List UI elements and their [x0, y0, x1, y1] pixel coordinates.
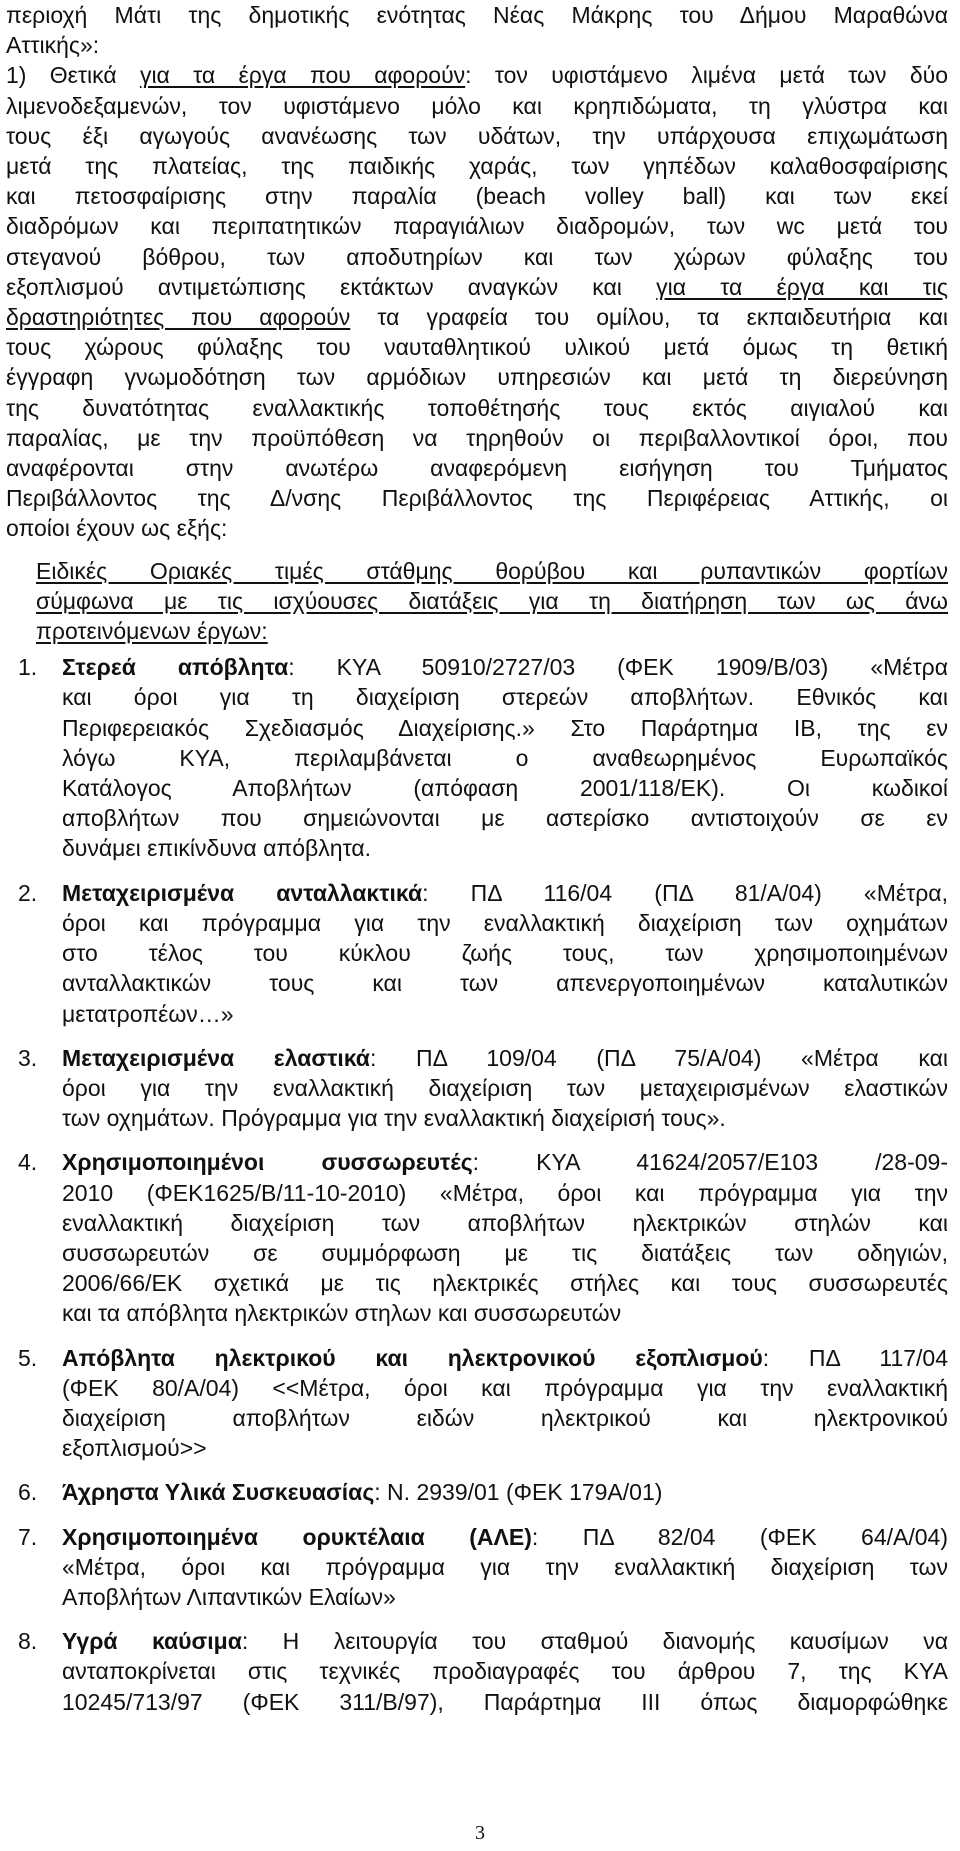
text-line: Μεταχειρισμένα ανταλλακτικά: ΠΔ 116/04 (ΠΔ 81/Α/04) «Μέτρα, [62, 879, 948, 906]
text-line: και πετοσφαίρισης στην παραλία (beach volley ball) και των εκεί [6, 183, 948, 210]
list-item [6, 1522, 948, 1613]
list-item-title: Μεταχειρισμένα ανταλλακτικά [62, 879, 423, 906]
text-line: 2010 (ΦΕΚ1625/Β/11-10-2010) «Μέτρα, όροι και πρόγραμμα για την [62, 1179, 948, 1206]
list-item [6, 878, 948, 1029]
text-line: όροι για την εναλλακτική διαχείριση των μεταχειρισμένων ελαστικών [62, 1074, 948, 1101]
underlined-phrase: για τα έργα και τις [656, 273, 948, 300]
list-item [6, 1626, 948, 1717]
text-line: ανταλλακτικών τους και των απενεργοποιημένων καταλυτικών [62, 970, 948, 997]
text-line: μετά της πλατείας, της παιδικής χαράς, των γηπέδων καλαθοσφαίρισης [6, 153, 948, 180]
text-line: έγγραφη γνωμοδότηση των αρμόδιων υπηρεσιών και μετά τη διερεύνηση [6, 364, 948, 391]
regulations-list [6, 652, 948, 1717]
text-line: Περιφερειακός Σχεδιασμός Διαχείρισης.» Στο Παράρτημα ΙΒ, της εν [62, 714, 948, 741]
list-item-body [62, 652, 948, 863]
list-item-number: 2. [18, 879, 38, 906]
text-line: Μεταχειρισμένα ελαστικά: ΠΔ 109/04 (ΠΔ 75/Α/04) «Μέτρα και [62, 1044, 949, 1071]
list-item-body [62, 1477, 948, 1507]
text-line: εξοπλισμού αντιμετώπισης εκτάκτων αναγκών και για τα έργα και τις [6, 273, 948, 300]
text-line: Κατάλογος Αποβλήτων (απόφαση 2001/118/ΕΚ). Οι κωδικοί [62, 775, 948, 802]
text-line: διαδρόμων και περιπατητικών παραγιάλιων διαδρομών, των wc μετά του [6, 213, 948, 240]
list-item [6, 1147, 948, 1328]
text-line: τους χώρους φύλαξης του ναυταθλητικού υλικού μετά όμως τη θετική [6, 334, 948, 361]
text-line: περιοχή Μάτι της δημοτικής ενότητας Νέας Μάκρης του Δήμου Μαραθώνα [6, 2, 948, 28]
list-item-title: Χρησιμοποιημένα ορυκτέλαια (ΑΛΕ) [62, 1523, 532, 1550]
list-item-body [62, 1343, 948, 1464]
list-item-title: Χρησιμοποιημένοι συσσωρευτές [62, 1149, 473, 1176]
text-line: Χρησιμοποιημένα ορυκτέλαια (ΑΛΕ): ΠΔ 82/04 (ΦΕΚ 64/Α/04) [62, 1523, 948, 1550]
text-line: εξοπλισμού>> [62, 1435, 207, 1462]
text-line: δραστηριότητες που αφορούν τα γραφεία του ομίλου, τα εκπαιδευτήρια και [6, 304, 948, 331]
list-item [6, 1043, 948, 1134]
text-line: λιμενοδεξαμενών, τον υφιστάμενο μόλο και κρηπιδώματα, τη γλύστρα και [6, 92, 948, 119]
subheading-line: προτεινόμενων έργων: [36, 618, 268, 645]
list-item [6, 1343, 948, 1464]
list-item-body [62, 1043, 948, 1134]
list-item-title: Μεταχειρισμένα ελαστικά [62, 1044, 370, 1071]
text-line: συσσωρευτών σε συμμόρφωση με τις διατάξεις των οδηγιών, [62, 1239, 948, 1266]
text-line: των οχημάτων. Πρόγραμμα για την εναλλακτική διαχείρισή τους». [62, 1105, 726, 1132]
text-line: λόγω ΚΥΑ, περιλαμβάνεται ο αναθεωρημένος Ευρωπαϊκός [62, 744, 948, 771]
text-line: δυνάμει επικίνδυνα απόβλητα. [62, 835, 372, 862]
text-line: αποβλήτων που σημειώνονται με αστερίσκο αντιστοιχούν σε εν [62, 805, 948, 832]
list-item-number: 1. [18, 654, 38, 681]
text-line: παραλίας, με την προϋπόθεση να τηρηθούν οι περιβαλλοντικοί όροι, που [6, 424, 948, 451]
text-line: (ΦΕΚ 80/Α/04) <<Μέτρα, όροι και πρόγραμμα για την εναλλακτική [62, 1374, 948, 1401]
text-line: Υγρά καύσιμα: Η λειτουργία του σταθμού διανομής καυσίμων να [62, 1628, 949, 1655]
text-line: μετατροπέων…» [62, 1000, 234, 1027]
underlined-phrase: δραστηριότητες που αφορούν [6, 304, 351, 331]
text-line: Άχρηστα Υλικά Συσκευασίας: Ν. 2939/01 (ΦΕΚ 179Α/01) [62, 1479, 663, 1506]
text-line: και τα απόβλητα ηλεκτρικών στηλων και συσσωρευτών [62, 1300, 622, 1327]
page-number: 3 [475, 1822, 485, 1844]
list-item [6, 1477, 948, 1507]
list-item-title: Απόβλητα ηλεκτρικού και ηλεκτρονικού εξοπλισμού [62, 1344, 763, 1371]
text-line: της δυνατότητας εναλλακτικής τοποθέτησής τους εκτός αιγιαλού και [6, 394, 948, 421]
text-line: στεγανού βόθρου, των αποδυτηρίων και των χώρων φύλαξης του [6, 243, 948, 270]
text-line: οποίοι έχουν ως εξής: [6, 515, 228, 542]
list-item-title: Άχρηστα Υλικά Συσκευασίας [62, 1479, 375, 1506]
text-line: τους έξι αγωγούς ανανέωσης των υδάτων, την υπάρχουσα επιχωμάτωση [6, 122, 948, 149]
subheading-line: Ειδικές Οριακές τιμές στάθμης θορύβου και ρυπαντικών φορτίων [36, 557, 948, 584]
text-line: Απόβλητα ηλεκτρικού και ηλεκτρονικού εξοπλισμού: ΠΔ 117/04 [62, 1344, 949, 1371]
text-line: εναλλακτική διαχείριση των αποβλήτων ηλεκτρικών στηλών και [62, 1209, 948, 1236]
text-line: 10245/713/97 (ΦΕΚ 311/Β/97), Παράρτημα ΙΙΙ όπως διαμορφώθηκε [62, 1688, 948, 1715]
text-line: Χρησιμοποιημένοι συσσωρευτές: ΚΥΑ 41624/2057/Ε103 /28-09- [62, 1149, 948, 1176]
list-item-number: 6. [18, 1479, 38, 1506]
text-line: 1) Θετικά για τα έργα που αφορούν: τον υφιστάμενο λιμένα μετά των δύο [6, 62, 948, 89]
subheading-line: σύμφωνα με τις ισχύουσες διατάξεις για τη διατήρηση των ως άνω [36, 587, 948, 614]
underlined-phrase: για τα έργα που αφορούν [139, 62, 466, 89]
text-line: αναφέρονται στην ανωτέρω αναφερόμενη εισήγηση του Τμήματος [6, 455, 948, 482]
list-item-number: 3. [18, 1044, 38, 1071]
text-line: 2006/66/ΕΚ σχετικά με τις ηλεκτρικές στήλες και τους συσσωρευτές [62, 1270, 948, 1297]
list-item-body [62, 1147, 948, 1328]
text-line: στο τέλος του κύκλου ζωής τους, των χρησιμοποιημένων [62, 940, 948, 967]
text-line: διαχείριση αποβλήτων ειδών ηλεκτρικού και ηλεκτρονικού [62, 1404, 948, 1431]
section-subheading [6, 556, 948, 647]
list-item-number: 5. [18, 1344, 38, 1371]
text-line: «Μέτρα, όροι και πρόγραμμα για την εναλλακτική διαχείριση των [62, 1553, 948, 1580]
text-line: και όροι για τη διαχείριση στερεών αποβλήτων. Εθνικός και [62, 684, 948, 711]
list-item-title: Στερεά απόβλητα [62, 654, 289, 681]
list-item [6, 652, 948, 863]
list-item-title: Υγρά καύσιμα [62, 1628, 242, 1655]
text-line: Αττικής»: [6, 32, 100, 59]
text-line: Αποβλήτων Λιπαντικών Ελαίων» [62, 1583, 396, 1610]
list-item-number: 7. [18, 1523, 38, 1550]
text-line: ανταποκρίνεται στις τεχνικές προδιαγραφές του άρθρου 7, της ΚΥΑ [62, 1658, 948, 1685]
list-item-number: 4. [18, 1149, 38, 1176]
intro-paragraph [6, 0, 948, 544]
text-line: Στερεά απόβλητα: ΚΥΑ 50910/2727/03 (ΦΕΚ 1909/Β/03) «Μέτρα [62, 654, 948, 681]
list-item-body [62, 1626, 948, 1717]
text-line: όροι και πρόγραμμα για την εναλλακτική διαχείριση των οχημάτων [62, 909, 948, 936]
text-line: Περιβάλλοντος της Δ/νσης Περιβάλλοντος της Περιφέρειας Αττικής, οι [6, 485, 948, 512]
list-item-number: 8. [18, 1628, 38, 1655]
list-item-body [62, 878, 948, 1029]
list-item-body [62, 1522, 948, 1613]
